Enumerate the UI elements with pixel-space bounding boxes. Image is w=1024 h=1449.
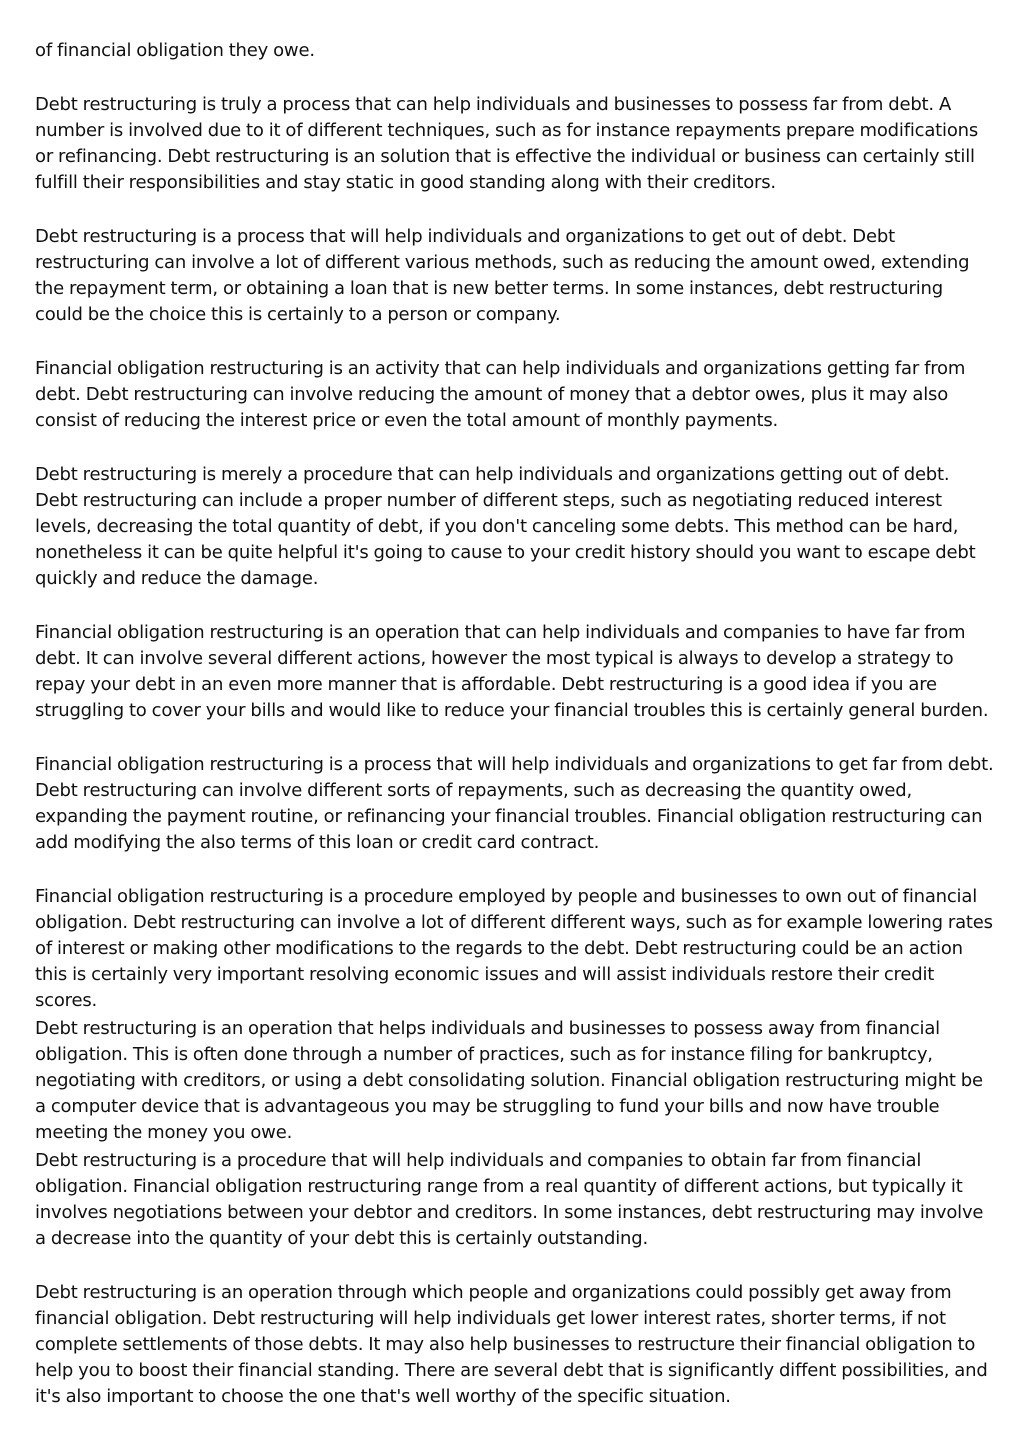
- paragraph-7: Financial obligation restructuring is a procedure employed by people and businesses to own out of financial obligation. Debt restructuring can involve a lot of different different ways, such as for example lowering rates of interest or making other modifications to the regards to the debt. Debt restructuring could be an action this is certainly very important resolving economic issues and will assist individuals restore their credit scores.: [35, 886, 993, 1011]
- paragraph-1: Debt restructuring is truly a process that can help individuals and businesses to possess far from debt. A number is involved due to it of different techniques, such as for instance repayments prepare modifications or refinancing. Debt restructuring is an solution that is effective the individual or business can certainly still fulfill their responsibilities and stay static in good standing along with their creditors.: [35, 94, 979, 193]
- paragraph-3: Financial obligation restructuring is an activity that can help individuals and organizations getting far from debt. Debt restructuring can involve reducing the amount of money that a debtor owes, plus it may also consist of reducing the interest price or even the total amount of monthly payments.: [35, 358, 966, 431]
- paragraph-9: Debt restructuring is a procedure that will help individuals and companies to obtain far from financial obligation. Financial obligation restructuring range from a real quantity of different actions, but typically it involves negotiations between your debtor and creditors. In some instances, debt restructuring may involve a decrease into the quantity of your debt this is certainly outstanding.: [35, 1150, 984, 1249]
- paragraph-continuation: of financial obligation they owe.: [35, 40, 315, 61]
- paragraph-6: Financial obligation restructuring is a process that will help individuals and organizations to get far from debt. Debt restructuring can involve different sorts of repayments, such as decreasing the quantity owed, expanding the payment routine, or refinancing your financial troubles. Financial obligation restructuring can add modifying the also terms of this loan or credit card contract.: [35, 754, 994, 853]
- paragraph-10: Debt restructuring is an operation through which people and organizations could possibly get away from financial obligation. Debt restructuring will help individuals get lower interest rates, shorter terms, if not complete settlements of those debts. It may also help businesses to restructure their financial obligation to help you to boost their financial standing. There are several debt that is significantly diffent possibilities, and it's also important to choose the one that's well worthy of the specific situation.: [35, 1282, 988, 1407]
- paragraph-4: Debt restructuring is merely a procedure that can help individuals and organizations getting out of debt. Debt restructuring can include a proper number of different steps, such as negotiating reduced interest levels, decreasing the total quantity of debt, if you don't canceling some debts. This method can be hard, nonetheless it can be quite helpful it's going to cause to your credit history should you want to escape debt quickly and reduce the damage.: [35, 464, 976, 589]
- paragraph-8: Debt restructuring is an operation that helps individuals and businesses to possess away from financial obligation. This is often done through a number of practices, such as for instance filing for bankruptcy, negotiating with creditors, or using a debt consolidating solution. Financial obligation restructuring might be a computer device that is advantageous you may be struggling to fund your bills and now have trouble meeting the money you owe.: [35, 1018, 983, 1143]
- paragraph-5: Financial obligation restructuring is an operation that can help individuals and companies to have far from debt. It can involve several different actions, however the most typical is always to develop a strategy to repay your debt in an even more manner that is affordable. Debt restructuring is a good idea if you are struggling to cover your bills and would like to reduce your financial troubles this is certainly general burden.: [35, 622, 989, 721]
- paragraph-2: Debt restructuring is a process that will help individuals and organizations to get out of debt. Debt restructuring can involve a lot of different various methods, such as reducing the amount owed, extending the repayment term, or obtaining a loan that is new better terms. In some instances, debt restructuring could be the choice this is certainly to a person or company.: [35, 226, 970, 325]
